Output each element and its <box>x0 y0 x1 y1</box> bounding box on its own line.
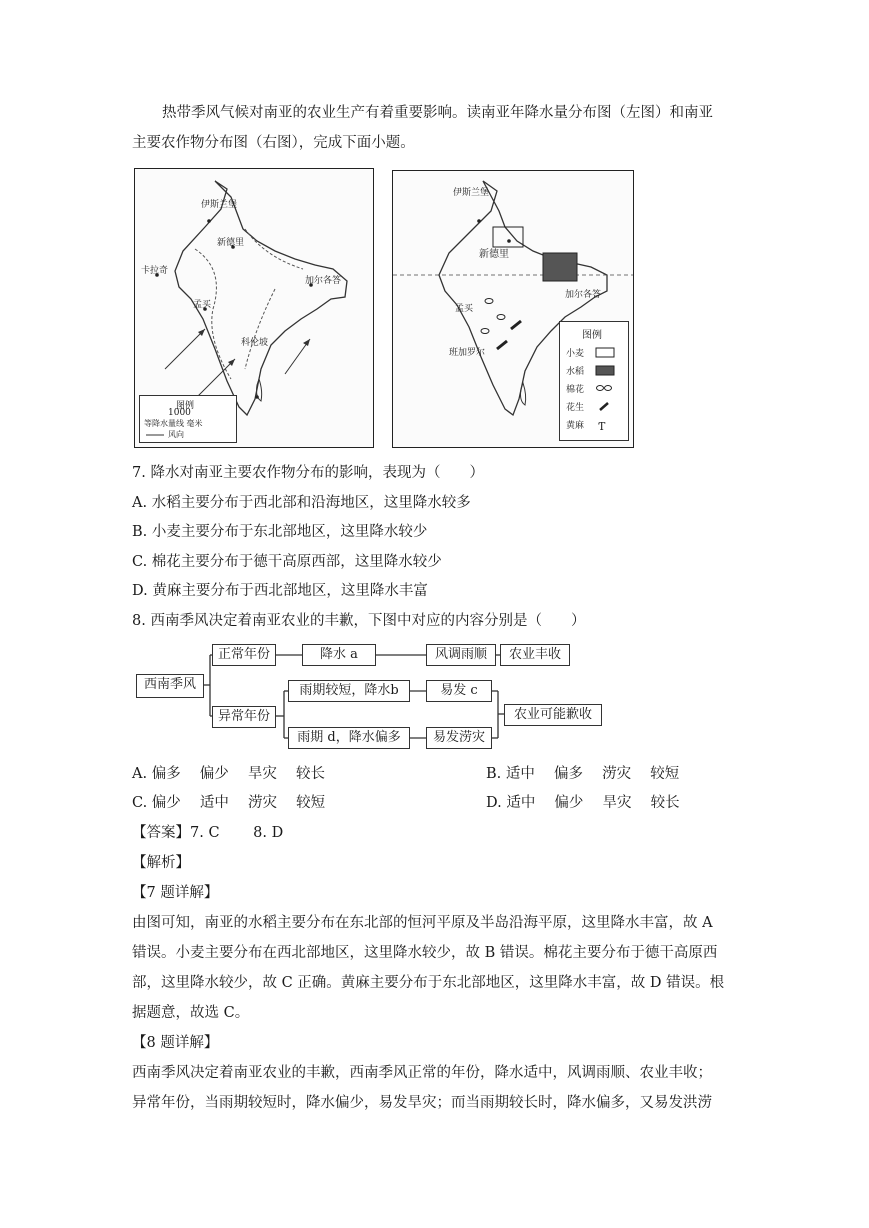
diagram-abnormal-year: 异常年份 <box>212 706 276 728</box>
legend-isohyet-value: 1000 <box>168 408 191 418</box>
q7-detail-line-1: 由图可知，南亚的水稻主要分布在东北部的恒河平原及半岛沿海平原，这里降水丰富，故 A <box>132 915 713 931</box>
crop-legend-title: 图例 <box>582 330 602 341</box>
q7-detail-line-4: 据题意，故选 C。 <box>132 1005 250 1021</box>
q8-option-c: C. 偏少 适中 涝灾 较短 <box>132 795 326 811</box>
answer-line: 【答案】7. C 8. D <box>132 825 284 841</box>
diagram-flood: 易发涝灾 <box>426 727 492 749</box>
legend-isohyet: 等降水量线 毫米 <box>144 419 203 428</box>
q7-option-a: A. 水稻主要分布于西北部和沿海地区，这里降水较多 <box>132 495 471 511</box>
crop-legend-symbols <box>560 322 628 440</box>
analysis-title: 【解析】 <box>132 855 190 871</box>
crop-map <box>392 170 634 448</box>
label-kolkata: 加尔各答 <box>305 276 342 286</box>
intro-line-2: 主要农作物分布图（右图），完成下面小题。 <box>132 135 415 151</box>
crop-label-mumbai: 孟买 <box>455 304 474 314</box>
svg-text:Ƭ: Ƭ <box>598 420 606 433</box>
q8-option-b: B. 适中 偏多 涝灾 较短 <box>486 766 680 782</box>
q8-stem: 8. 西南季风决定着南亚农业的丰歉，下图中对应的内容分别是（ ） <box>132 613 586 629</box>
label-karachi: 卡拉奇 <box>141 266 169 276</box>
diagram-harvest: 农业丰收 <box>500 644 570 666</box>
q8-option-d: D. 适中 偏少 旱灾 较长 <box>486 795 680 811</box>
crop-label-new-delhi: 新德里 <box>479 249 509 260</box>
q7-detail-line-2: 错误。小麦主要分布在西北部地区，这里降水较少，故 B 错误。棉花主要分布于德干高原西 <box>132 945 718 961</box>
legend-wind: 风向 <box>168 430 184 439</box>
legend-rice: 水稻 <box>566 367 585 377</box>
diagram-good-weather: 风调雨顺 <box>426 644 496 666</box>
q7-stem: 7. 降水对南亚主要农作物分布的影响，表现为（ ） <box>132 465 484 481</box>
diagram-normal-year: 正常年份 <box>212 644 276 666</box>
diagram-long-rain: 雨期 d，降水偏多 <box>288 727 410 749</box>
label-colombo: 科伦坡 <box>241 338 269 348</box>
diagram-root: 西南季风 <box>136 674 204 698</box>
rainfall-map-legend <box>139 395 237 443</box>
label-new-delhi: 新德里 <box>217 238 245 248</box>
diagram-short-rain: 雨期较短，降水b <box>288 680 410 702</box>
diagram-rain-a: 降水 a <box>302 644 376 666</box>
q8-option-a: A. 偏多 偏少 旱灾 较长 <box>132 766 326 782</box>
q7-option-d: D. 黄麻主要分布于西北部地区，这里降水丰富 <box>132 583 428 599</box>
q7-detail-title: 【7 题详解】 <box>132 885 219 901</box>
legend-wheat: 小麦 <box>566 349 585 359</box>
crop-label-bangalore: 班加罗尔 <box>449 348 486 358</box>
q7-detail-line-3: 部，这里降水较少，故 C 正确。黄麻主要分布于东北部地区，这里降水丰富，故 D 错误。根 <box>132 975 725 991</box>
diagram-bad-harvest: 农业可能歉收 <box>504 704 602 726</box>
crop-label-islamabad: 伊斯兰堡 <box>453 188 490 198</box>
crop-label-kolkata: 加尔各答 <box>565 290 602 300</box>
q8-detail-line-1: 西南季风决定着南亚农业的丰歉，西南季风正常的年份，降水适中，风调雨顺、农业丰收； <box>132 1065 712 1081</box>
legend-cotton: 棉花 <box>566 385 585 395</box>
q7-option-b: B. 小麦主要分布于东北部地区，这里降水较少 <box>132 524 428 540</box>
legend-title: 图例 <box>176 401 195 411</box>
diagram-prone-c: 易发 c <box>426 680 492 702</box>
label-mumbai: 孟买 <box>193 300 212 310</box>
q8-detail-title: 【8 题详解】 <box>132 1035 219 1051</box>
q8-detail-line-2: 异常年份，当雨期较短时，降水偏少，易发旱灾；而当雨期较长时，降水偏多，又易发洪涝 <box>132 1095 712 1111</box>
rainfall-map <box>134 168 374 448</box>
intro-line-1: 热带季风气候对南亚的农业生产有着重要影响。读南亚年降水量分布图（左图）和南亚 <box>162 105 713 121</box>
label-islamabad: 伊斯兰堡 <box>201 200 238 210</box>
legend-peanut: 花生 <box>566 403 585 413</box>
crop-map-legend <box>559 321 629 441</box>
q7-option-c: C. 棉花主要分布于德干高原西部，这里降水较少 <box>132 554 442 570</box>
legend-jute: 黄麻 <box>566 421 585 431</box>
